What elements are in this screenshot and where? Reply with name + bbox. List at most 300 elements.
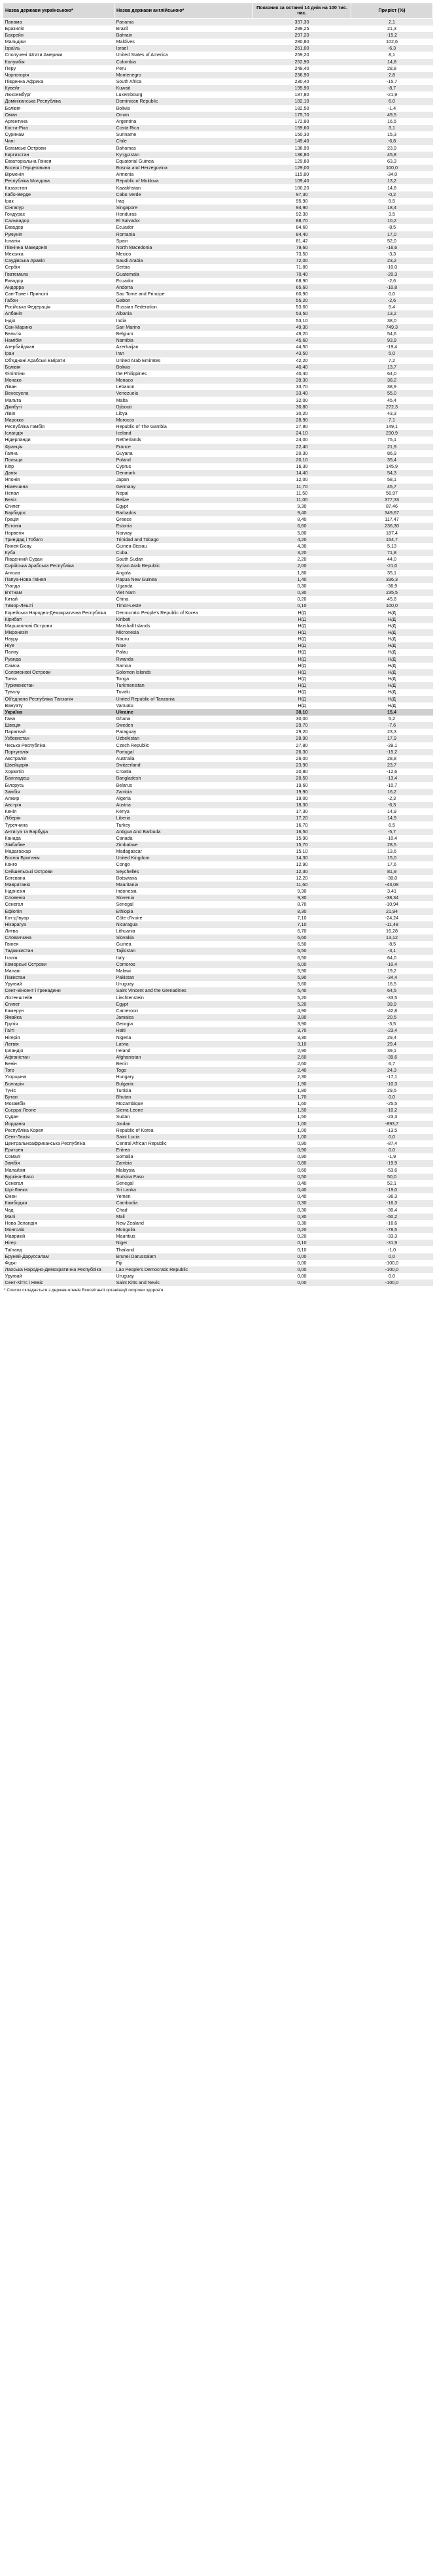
cell-growth-percent: 6,0	[351, 98, 433, 105]
table-row	[3, 158, 433, 165]
table-body	[3, 18, 433, 1286]
cell-country-ua: Папуа-Нова Гвінея	[3, 576, 114, 583]
cell-rate-per-100k: 182,50	[253, 105, 351, 112]
cell-rate-per-100k: 15,10	[253, 848, 351, 855]
table-row	[3, 556, 433, 563]
cell-country-ua: Корейська Народно-Демократична Республіка	[3, 609, 114, 616]
table-row	[3, 735, 433, 742]
cell-growth-percent: -2,6	[351, 297, 433, 304]
cell-growth-percent: -100,0	[351, 1260, 433, 1266]
cell-growth-percent: 64,5	[351, 987, 433, 994]
cell-country-ua: Мадагаскар	[3, 848, 114, 855]
cell-country-en: Venezuela	[114, 390, 253, 397]
table-row	[3, 377, 433, 384]
cell-rate-per-100k: 0,30	[253, 583, 351, 589]
table-row	[3, 1048, 433, 1054]
cell-country-ua: Тонга	[3, 676, 114, 682]
table-row	[3, 1240, 433, 1246]
table-row	[3, 589, 433, 596]
cell-country-ua: Чилі	[3, 138, 114, 144]
cell-rate-per-100k: 0,30	[253, 1200, 351, 1206]
table-row	[3, 417, 433, 423]
cell-rate-per-100k: 15,70	[253, 842, 351, 848]
table-row	[3, 596, 433, 603]
cell-country-en: Burkina Faso	[114, 1174, 253, 1180]
cell-country-ua: Мозамбік	[3, 1100, 114, 1107]
cell-rate-per-100k: 20,80	[253, 768, 351, 775]
cell-country-en: Nauru	[114, 636, 253, 642]
table-row	[3, 868, 433, 875]
table-row	[3, 570, 433, 576]
cell-country-en: Kenya	[114, 808, 253, 815]
table-row	[3, 749, 433, 755]
cell-growth-percent: 14,9	[351, 808, 433, 815]
table-row	[3, 32, 433, 39]
cell-country-en: Thailand	[114, 1246, 253, 1253]
cell-country-en: Togo	[114, 1067, 253, 1074]
cell-country-ua: Уганда	[3, 583, 114, 589]
cell-growth-percent: -10,8	[351, 284, 433, 291]
cell-country-ua: Домініканська Республіка	[3, 98, 114, 105]
table-row	[3, 821, 433, 828]
cell-country-ua: Антигуа та Барбуда	[3, 829, 114, 835]
cell-growth-percent: 749,3	[351, 324, 433, 331]
cell-country-en: Saint Kitts and Nevis	[114, 1280, 253, 1286]
cell-country-ua: Мальта	[3, 397, 114, 403]
cell-country-ua: Монголія	[3, 1227, 114, 1233]
cell-country-ua: Замбія	[3, 789, 114, 795]
table-row	[3, 1200, 433, 1206]
cell-country-en: Jordan	[114, 1121, 253, 1127]
table-row	[3, 722, 433, 729]
cell-country-en: Rwanda	[114, 656, 253, 663]
cell-growth-percent: -15,2	[351, 749, 433, 755]
table-row	[3, 218, 433, 224]
cell-growth-percent: 29,4	[351, 1041, 433, 1048]
cell-country-en: Senegal	[114, 1180, 253, 1187]
cell-country-en: Seychelles	[114, 868, 253, 875]
cell-rate-per-100k: 129,80	[253, 158, 351, 165]
table-row	[3, 304, 433, 310]
cell-country-en: Saint Vincent and the Grenadines	[114, 987, 253, 994]
cell-growth-percent: 45,7	[351, 484, 433, 490]
table-row	[3, 649, 433, 655]
table-row	[3, 171, 433, 178]
cell-country-en: Sao Tome and Principe	[114, 291, 253, 297]
table-row	[3, 609, 433, 616]
table-row	[3, 1233, 433, 1240]
cell-rate-per-100k: 33,40	[253, 390, 351, 397]
cell-country-en: Kiribati	[114, 616, 253, 623]
cell-country-ua: Нова Зеландія	[3, 1220, 114, 1227]
cell-growth-percent: 29,4	[351, 1034, 433, 1040]
cell-rate-per-100k: 9,30	[253, 888, 351, 895]
cell-growth-percent: Н/Д	[351, 676, 433, 682]
table-row	[3, 1167, 433, 1174]
cell-rate-per-100k: 43,50	[253, 350, 351, 357]
cell-country-ua: Бруней-Даруссалам	[3, 1253, 114, 1260]
cell-country-ua: Саудівська Аравія	[3, 257, 114, 264]
cell-country-en: China	[114, 596, 253, 603]
cell-rate-per-100k: 138,90	[253, 145, 351, 152]
cell-rate-per-100k: 81,42	[253, 238, 351, 244]
cell-growth-percent: 23,2	[351, 257, 433, 264]
cell-country-en: Saudi Arabia	[114, 257, 253, 264]
cell-country-ua: Бахрейн	[3, 32, 114, 39]
cell-country-ua: Туреччина	[3, 821, 114, 828]
cell-rate-per-100k: 60,90	[253, 291, 351, 297]
cell-rate-per-100k: 20,50	[253, 775, 351, 782]
cell-country-en: Ghana	[114, 716, 253, 722]
table-row	[3, 364, 433, 371]
table-row	[3, 888, 433, 895]
column-header-name-ua: Назва держави українською*	[3, 3, 114, 19]
cell-country-en: Iceland	[114, 430, 253, 437]
cell-growth-percent: 63,3	[351, 158, 433, 165]
cell-country-ua: Іспанія	[3, 238, 114, 244]
cell-country-ua: Люксембург	[3, 91, 114, 98]
cell-rate-per-100k: 28,90	[253, 735, 351, 742]
cell-rate-per-100k: 45,60	[253, 337, 351, 344]
cell-country-ua: Коста-Ріка	[3, 125, 114, 131]
cell-country-ua: Данія	[3, 470, 114, 476]
cell-country-ua: Марокко	[3, 417, 114, 423]
table-row	[3, 350, 433, 357]
cell-country-ua: Бразилія	[3, 25, 114, 32]
cell-growth-percent: 64,0	[351, 371, 433, 377]
cell-growth-percent: 20,5	[351, 1014, 433, 1021]
cell-growth-percent: 35,4	[351, 457, 433, 463]
table-row	[3, 908, 433, 915]
cell-country-en: Kuwait	[114, 85, 253, 91]
cell-country-en: Costa Rica	[114, 125, 253, 131]
table-row	[3, 941, 433, 948]
cell-rate-per-100k: 1,50	[253, 1107, 351, 1114]
cell-growth-percent: Н/Д	[351, 669, 433, 676]
cell-rate-per-100k: 5,80	[253, 530, 351, 537]
cell-country-en: Russian Federation	[114, 304, 253, 310]
cell-growth-percent: -17,1	[351, 1074, 433, 1080]
table-row	[3, 344, 433, 350]
cell-rate-per-100k: 40,40	[253, 371, 351, 377]
table-row	[3, 497, 433, 503]
table-row	[3, 516, 433, 523]
table-row	[3, 278, 433, 284]
cell-country-ua: Ірак	[3, 198, 114, 205]
cell-growth-percent: 154,7	[351, 537, 433, 543]
cell-country-ua: Сан-Марино	[3, 324, 114, 331]
cell-rate-per-100k: 22,40	[253, 444, 351, 450]
cell-country-ua: Сенегал	[3, 901, 114, 908]
cell-country-ua: Філіппіни	[3, 371, 114, 377]
cell-growth-percent: 17,9	[351, 735, 433, 742]
cell-rate-per-100k: 0,30	[253, 1207, 351, 1214]
cell-growth-percent: Н/Д	[351, 623, 433, 629]
table-row	[3, 257, 433, 264]
cell-country-ua: Єгипет	[3, 503, 114, 510]
table-row	[3, 955, 433, 961]
table-row	[3, 1121, 433, 1127]
cell-rate-per-100k: 280,80	[253, 39, 351, 45]
cell-country-en: Suriname	[114, 131, 253, 138]
cell-growth-percent: 35,1	[351, 570, 433, 576]
cell-rate-per-100k: 73,50	[253, 251, 351, 257]
cell-growth-percent: 52,0	[351, 238, 433, 244]
cell-rate-per-100k: 0,30	[253, 1220, 351, 1227]
cell-country-en: Equatorial Guinea	[114, 158, 253, 165]
cell-growth-percent: 5,2	[351, 716, 433, 722]
cell-rate-per-100k: 12,00	[253, 476, 351, 483]
cell-rate-per-100k: 92,30	[253, 211, 351, 218]
cell-country-ua: Малі	[3, 1214, 114, 1220]
cell-growth-percent: 336,3	[351, 576, 433, 583]
table-row	[3, 629, 433, 636]
table-row	[3, 224, 433, 231]
cell-country-ua: Вануату	[3, 702, 114, 709]
cell-country-en: Zimbabwe	[114, 842, 253, 848]
cell-country-ua: Бенін	[3, 1061, 114, 1067]
cell-country-ua: Латвія	[3, 1041, 114, 1048]
cell-growth-percent: 5,0	[351, 350, 433, 357]
cell-country-ua: Сполучені Штати Америки	[3, 52, 114, 58]
table-row	[3, 85, 433, 91]
cell-rate-per-100k: 17,20	[253, 815, 351, 821]
cell-growth-percent: 102,6	[351, 39, 433, 45]
cell-country-ua: Конго	[3, 861, 114, 868]
cell-growth-percent: 24,3	[351, 1067, 433, 1074]
cell-rate-per-100k: 72,00	[253, 257, 351, 264]
cell-growth-percent: 3,1	[351, 125, 433, 131]
table-row	[3, 205, 433, 211]
cell-rate-per-100k: 252,90	[253, 59, 351, 65]
cell-rate-per-100k: 88,70	[253, 218, 351, 224]
table-row	[3, 251, 433, 257]
cell-country-ua: Ліван	[3, 384, 114, 390]
cell-growth-percent: 145,9	[351, 463, 433, 470]
cell-country-en: Benin	[114, 1061, 253, 1067]
cell-growth-percent: Н/Д	[351, 702, 433, 709]
cell-country-en: Namibia	[114, 337, 253, 344]
table-row	[3, 550, 433, 556]
cell-country-en: Somalia	[114, 1153, 253, 1160]
cell-rate-per-100k: 2,90	[253, 1048, 351, 1054]
cell-growth-percent: 100,0	[351, 165, 433, 171]
cell-country-ua: Франція	[3, 444, 114, 450]
cell-country-en: Estonia	[114, 523, 253, 529]
cell-country-en: Bolivia	[114, 364, 253, 371]
cell-growth-percent: 38,9	[351, 384, 433, 390]
cell-country-en: United States of America	[114, 52, 253, 58]
cell-country-en: Papua New Guinea	[114, 576, 253, 583]
cell-rate-per-100k: 1,80	[253, 570, 351, 576]
cell-rate-per-100k: 187,80	[253, 91, 351, 98]
cell-growth-percent: -33,5	[351, 995, 433, 1001]
cell-growth-percent: 14,8	[351, 59, 433, 65]
cell-growth-percent: 13,2	[351, 310, 433, 317]
cell-country-en: India	[114, 318, 253, 324]
cell-country-ua: Гватемала	[3, 271, 114, 278]
cell-country-en: South Sudan	[114, 556, 253, 563]
cell-country-en: Viet Nam	[114, 589, 253, 596]
cell-country-en: Cabo Verde	[114, 191, 253, 198]
table-row	[3, 18, 433, 25]
table-row	[3, 297, 433, 304]
cell-rate-per-100k: 172,90	[253, 118, 351, 125]
cell-country-ua: Ісландія	[3, 430, 114, 437]
table-row	[3, 337, 433, 344]
cell-growth-percent: 15,4	[351, 709, 433, 716]
cell-country-ua: Малаві	[3, 968, 114, 974]
cell-rate-per-100k: 0,10	[253, 603, 351, 609]
cell-rate-per-100k: 5,20	[253, 1001, 351, 1008]
cell-country-en: Cuba	[114, 550, 253, 556]
cell-growth-percent: 0,0	[351, 1273, 433, 1280]
cell-country-ua: Тимор-Лешті	[3, 603, 114, 609]
cell-growth-percent: -39,6	[351, 1054, 433, 1061]
table-row	[3, 1214, 433, 1220]
cell-country-ua: Венесуела	[3, 390, 114, 397]
cell-rate-per-100k: 24,00	[253, 437, 351, 443]
cell-growth-percent: 21,9	[351, 444, 433, 450]
table-row	[3, 138, 433, 144]
cell-growth-percent: -36,3	[351, 1193, 433, 1200]
cell-growth-percent: 377,33	[351, 497, 433, 503]
cell-growth-percent: 15,3	[351, 131, 433, 138]
column-header-rate: Показник за останні 14 днів на 100 тис. нас.	[253, 3, 351, 19]
cell-rate-per-100k: 159,60	[253, 125, 351, 131]
cell-country-en: Kyrgyzstan	[114, 152, 253, 158]
table-row	[3, 861, 433, 868]
cell-growth-percent: -8,5	[351, 224, 433, 231]
cell-growth-percent: 5,4	[351, 304, 433, 310]
cell-country-ua: Швеція	[3, 722, 114, 729]
table-row	[3, 934, 433, 941]
cell-rate-per-100k: 0,80	[253, 1160, 351, 1166]
cell-country-ua: Куба	[3, 550, 114, 556]
cell-rate-per-100k: 6,60	[253, 523, 351, 529]
table-row	[3, 1094, 433, 1100]
cell-rate-per-100k: 195,90	[253, 85, 351, 91]
cell-growth-percent: Н/Д	[351, 656, 433, 663]
cell-country-en: the Philippines	[114, 371, 253, 377]
cell-rate-per-100k: 0,20	[253, 596, 351, 603]
cell-rate-per-100k: 129,00	[253, 165, 351, 171]
cell-country-en: United Arab Emirates	[114, 357, 253, 364]
cell-country-en: Mauritania	[114, 882, 253, 888]
cell-rate-per-100k: 5,90	[253, 974, 351, 981]
cell-country-ua: Гана	[3, 716, 114, 722]
cell-growth-percent: -6,3	[351, 802, 433, 808]
table-row	[3, 1273, 433, 1280]
cell-rate-per-100k: 94,90	[253, 205, 351, 211]
cell-growth-percent: -0,2	[351, 191, 433, 198]
cell-rate-per-100k: 9,40	[253, 510, 351, 516]
table-row	[3, 310, 433, 317]
cell-country-en: Bulgaria	[114, 1081, 253, 1087]
cell-growth-percent: 0,0	[351, 1134, 433, 1140]
cell-country-en: Monaco	[114, 377, 253, 384]
cell-rate-per-100k: 0,90	[253, 1153, 351, 1160]
cell-country-ua: Боснія і Герцеговина	[3, 165, 114, 171]
cell-growth-percent: -6,3	[351, 45, 433, 52]
cell-growth-percent: -21,0	[351, 563, 433, 569]
cell-growth-percent: 5,13	[351, 543, 433, 550]
cell-growth-percent: -3,5	[351, 1021, 433, 1027]
cell-rate-per-100k: 0,40	[253, 1187, 351, 1193]
cell-rate-per-100k: 8,40	[253, 516, 351, 523]
cell-country-ua: Сент-Кіттс і Невіс	[3, 1280, 114, 1286]
cell-country-en: Madagascar	[114, 848, 253, 855]
cell-country-ua: Канада	[3, 835, 114, 842]
cell-country-en: United Republic of Tanzania	[114, 696, 253, 702]
cell-growth-percent: -10,4	[351, 961, 433, 968]
cell-rate-per-100k: Н/Д	[253, 689, 351, 695]
cell-country-ua: Німеччина	[3, 484, 114, 490]
cell-country-ua: Перу	[3, 65, 114, 72]
cell-growth-percent: Н/Д	[351, 696, 433, 702]
cell-country-en: Turkmenistan	[114, 682, 253, 689]
cell-country-ua: Сомалі	[3, 1153, 114, 1160]
cell-rate-per-100k: 38,10	[253, 709, 351, 716]
cell-country-ua: Судан	[3, 1114, 114, 1120]
cell-growth-percent: -13,5	[351, 1127, 433, 1134]
cell-country-en: Romania	[114, 231, 253, 238]
cell-country-en: Gabon	[114, 297, 253, 304]
cell-country-en: Nicaragua	[114, 921, 253, 928]
cell-country-en: Timor-Leste	[114, 603, 253, 609]
cell-country-ua: Науру	[3, 636, 114, 642]
table-row	[3, 211, 433, 218]
cell-growth-percent: 21,3	[351, 25, 433, 32]
table-row	[3, 1207, 433, 1214]
cell-country-en: Uruguay	[114, 981, 253, 987]
cell-growth-percent: -11,48	[351, 921, 433, 928]
cell-growth-percent: -2,6	[351, 278, 433, 284]
table-row	[3, 45, 433, 52]
cell-growth-percent: -30,4	[351, 1207, 433, 1214]
cell-growth-percent: Н/Д	[351, 682, 433, 689]
cell-country-en: Congo	[114, 861, 253, 868]
cell-growth-percent: Н/Д	[351, 609, 433, 616]
cell-country-en: Liechtenstein	[114, 995, 253, 1001]
table-row	[3, 968, 433, 974]
cell-country-en: Cyprus	[114, 463, 253, 470]
table-row	[3, 118, 433, 125]
cell-rate-per-100k: 14,30	[253, 855, 351, 861]
cell-growth-percent: -10,7	[351, 782, 433, 789]
table-row	[3, 52, 433, 58]
cell-country-ua: Бельгія	[3, 331, 114, 337]
cell-growth-percent: 10,2	[351, 218, 433, 224]
cell-rate-per-100k: 12,30	[253, 868, 351, 875]
table-row	[3, 470, 433, 476]
cell-rate-per-100k: 8,70	[253, 901, 351, 908]
cell-growth-percent: 87,46	[351, 503, 433, 510]
table-row	[3, 165, 433, 171]
cell-country-en: Uganda	[114, 583, 253, 589]
table-row	[3, 895, 433, 901]
cell-growth-percent: 49,5	[351, 112, 433, 118]
cell-country-en: Panama	[114, 18, 253, 25]
table-row	[3, 636, 433, 642]
cell-country-ua: Багамські Острови	[3, 145, 114, 152]
table-row	[3, 1021, 433, 1027]
table-row	[3, 802, 433, 808]
cell-country-ua: Сент-Люсія	[3, 1134, 114, 1140]
table-row	[3, 901, 433, 908]
cell-country-en: Malaysia	[114, 1167, 253, 1174]
cell-growth-percent: 75,1	[351, 437, 433, 443]
